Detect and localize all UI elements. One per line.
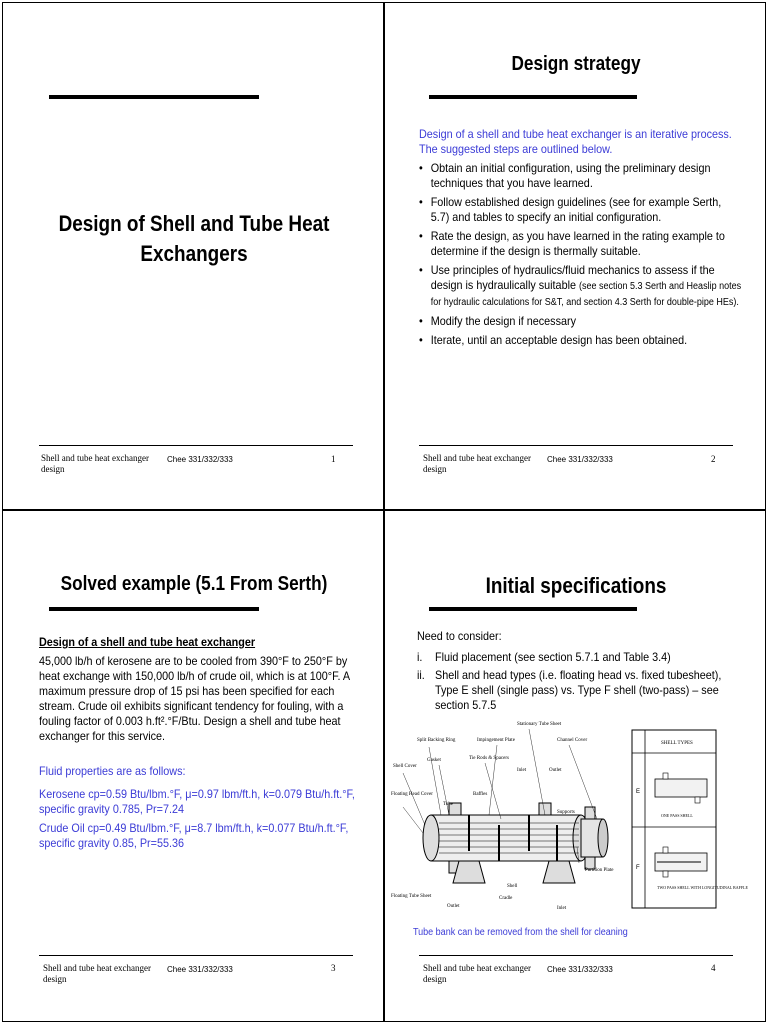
slide-4-title: Initial specifications — [485, 573, 667, 598]
page-number: 4 — [711, 963, 716, 973]
page-number: 3 — [331, 963, 336, 973]
slide-1 — [2, 2, 384, 510]
diagram-label: Floating Head Cover — [391, 792, 433, 797]
shell-f-caption: TWO PASS SHELL WITH LONGITUDINAL BAFFLE — [657, 885, 748, 890]
diagram-label: Impingement Plate — [477, 738, 515, 743]
diagram-label: Baffles — [473, 792, 488, 797]
diagram-label: Split Backing Ring — [417, 738, 456, 743]
need-to-consider: Need to consider: — [417, 629, 502, 643]
title-rule — [49, 607, 259, 611]
list-item: • Use principles of hydraulics/fluid mechanics to assess if the design is hydraulically suitable (see section 5.3 Serth and Heaslip notes for hydraulic calculations for S&T, and section 4.3 Serth for double-pipe HEs). — [419, 263, 741, 310]
slide-1-title: Design of Shell and Tube Heat Exchangers — [58, 211, 330, 266]
list-item: • Modify the design if necessary — [419, 314, 741, 329]
kerosene-props: Kerosene cp=0.59 Btu/lbm.°F, μ=0.97 lbm/ft.h, k=0.079 Btu/h.ft.°F, specific gravity 0.785, Pr=7.24 — [39, 787, 355, 816]
problem-statement: 45,000 lb/h of kerosene are to be cooled from 390°F to 250°F by heat exchange with 150,000 lb/h of crude oil, which is at 100°F. A maximum pressure drop of 15 psi has been specified for each stream. Crude oil exhibits significant tendency for fouling, with a fouling factor of 0.003 h.ft².°F/Btu. Design a shell and tube heat exchanger for this service. — [39, 654, 350, 743]
slide-4-body — [417, 629, 734, 716]
list-item: • Obtain an initial configuration, using the preliminary design techniques that you have learned. — [419, 161, 741, 191]
diagram-label: Gasket — [427, 758, 441, 763]
footer-rule — [39, 955, 353, 956]
footer-left: Shell and tube heat exchanger design — [423, 453, 531, 474]
shell-e-caption: ONE PASS SHELL — [661, 813, 693, 818]
footer-course: Chee 331/332/333 — [547, 455, 613, 464]
intro-text: Design of a shell and tube heat exchanger is an iterative process. The suggested steps are outlined below. — [419, 127, 732, 156]
props-heading: Fluid properties are as follows: — [39, 764, 186, 778]
list-item: • Rate the design, as you have learned in the rating example to determine if the design is thermally suitable. — [419, 229, 741, 259]
diagram-label: Shell Cover — [393, 764, 417, 769]
diagram-label: Channel Cover — [557, 738, 588, 743]
heat-exchanger-diagram — [389, 715, 625, 915]
diagram-label: Partition Plate — [585, 868, 614, 873]
diagram-label: Inlet — [517, 768, 527, 773]
slide-2-title: Design strategy — [511, 53, 641, 75]
title-rule — [429, 95, 637, 99]
steps-list — [419, 161, 741, 348]
shell-e-letter: E — [636, 789, 641, 795]
list-item: • Follow established design guidelines (see for example Serth, 5.7) and tables to specify an initial configuration. — [419, 195, 741, 225]
page-number: 1 — [331, 454, 336, 464]
footer-course: Chee 331/332/333 — [547, 965, 613, 974]
footer-rule — [419, 445, 733, 446]
diagram-label: Tie Rods & Spacers — [469, 756, 509, 761]
shell-types-heading: SHELL TYPES — [661, 741, 693, 746]
slide-3 — [2, 510, 384, 1022]
slide-3-title: Solved example (5.1 From Serth) — [60, 573, 328, 595]
list-item: ii. Shell and head types (i.e. floating head vs. fixed tubesheet), Type E shell (single pass) vs. Type F shell (two-pass) – see section 5.7.5 — [417, 668, 722, 712]
diagram-label: Floating Tube Sheet — [391, 894, 432, 899]
footer-rule — [419, 955, 733, 956]
footer-left: Shell and tube heat exchanger design — [423, 963, 531, 984]
subheading: Design of a shell and tube heat exchanger — [39, 635, 256, 649]
title-rule — [49, 95, 259, 99]
crude-props: Crude Oil cp=0.49 Btu/lbm.°F, μ=8.7 lbm/ft.h, k=0.077 Btu/h.ft.°F, specific gravity 0.85, Pr=55.36 — [39, 821, 349, 850]
diagram-label: Outlet — [549, 768, 562, 773]
slide-2-body — [419, 127, 741, 352]
shell-f-letter: F — [636, 865, 640, 871]
diagram-label: Inlet — [557, 906, 567, 911]
slide-2 — [384, 2, 766, 510]
slide-4 — [384, 510, 766, 1022]
diagram-label: Shell — [507, 884, 518, 889]
spec-list — [417, 650, 734, 713]
slide-3-body — [39, 635, 359, 855]
diagram-label: Outlet — [447, 904, 460, 909]
footer-left: Shell and tube heat exchanger design — [43, 963, 151, 984]
shell-types-diagram — [631, 729, 748, 909]
footer-rule — [39, 445, 353, 446]
footer-course: Chee 331/332/333 — [167, 965, 233, 974]
list-item: • Iterate, until an acceptable design has been obtained. — [419, 333, 741, 348]
hydraulic-note: (see section 5.3 Serth and Heaslip notes for hydraulic calculations for S&T, and section 4.3 Serth for double-pipe HEs). — [430, 281, 742, 308]
diagram-label: Cradle — [499, 896, 513, 901]
list-item: i. Fluid placement (see section 5.7.1 and Table 3.4) — [417, 650, 671, 664]
footer-course: Chee 331/332/333 — [167, 455, 233, 464]
footer-left: Shell and tube heat exchanger design — [41, 453, 149, 474]
diagram-label: Stationary Tube Sheet — [517, 722, 562, 727]
diagram-label: Supports — [557, 810, 575, 815]
page-number: 2 — [711, 454, 716, 464]
diagram-label: Tube — [443, 802, 454, 807]
diagram-caption: Tube bank can be removed from the shell for cleaning — [413, 927, 628, 938]
title-rule — [429, 607, 637, 611]
